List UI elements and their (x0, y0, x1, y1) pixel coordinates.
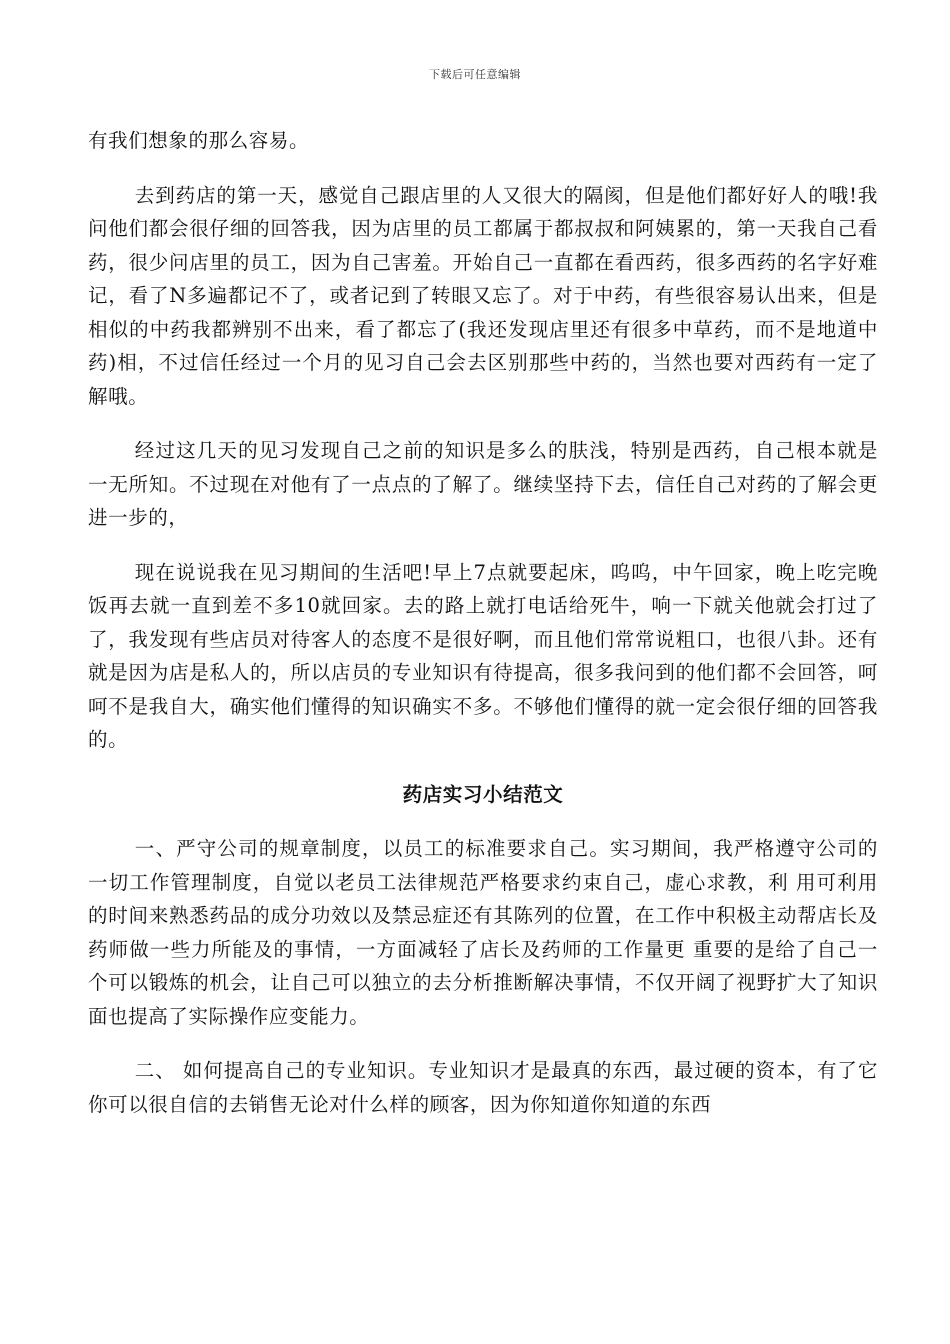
paragraph-knowledge: 经过这几天的见习发现自己之前的知识是多么的肤浅，特别是西药，自己根本就是一无所知。不过现在对他有了一点点的了解了。继续坚持下去，信任自己对药的了解会更进一步的， (88, 439, 878, 529)
paragraph-daily-life: 现在说说我在见习期间的生活吧!早上7点就要起床，呜呜，中午回家，晚上吃完晚饭再去就一直到差不多10就回家。去的路上就打电话给死牛，响一下就关他就会打过了了，我发现有些店员对待客人的态度不是很好啊，而且他们常常说粗口，也很八卦。还有就是因为店是私人的，所以店员的专业知识有待提高，很多我问到的他们都不会回答，呵呵不是我自大，确实他们懂得的知识确实不多。不够他们懂得的就一定会很仔细的回答我的。 (88, 560, 878, 751)
paragraph-point-two: 二、 如何提高自己的专业知识。专业知识才是最真的东西，最过硬的资本，有了它你可以很自信的去销售无论对什么样的顾客，因为你知道你知道的东西 (88, 1059, 878, 1116)
document-body (88, 124, 878, 1142)
paragraph-continuation: 有我们想象的那么容易。 (88, 129, 310, 152)
page-header-note: 下载后可任意编辑 (429, 68, 521, 81)
section-heading: 药店实习小结范文 (402, 782, 564, 806)
paragraph-first-day: 去到药店的第一天，感觉自己跟店里的人又很大的隔阂，但是他们都好好人的哦!我问他们都会很仔细的回答我，因为店里的员工都属于都叔叔和阿姨累的，第一天我自己看药，很少问店里的员工，因为自己害羞。开始自己一直都在看西药，很多西药的名字好难记，看了N多遍都记不了，或者记到了转眼又忘了。对于中药，有些很容易认出来，但是相似的中药我都辨别不出来，看了都忘了(我还发现店里还有很多中草药，而不是地道中药)相，不过信任经过一个月的见习自己会去区别那些中药的，当然也要对西药有一定了解哦。 (88, 183, 878, 408)
paragraph-point-one: 一、严守公司的规章制度，以员工的标准要求自己。实习期间，我严格遵守公司的一切工作管理制度，自觉以老员工法律规范严格要求约束自己，虚心求教，利 用可利用的时间来熟悉药品的成分功效以及禁忌症还有其陈列的位置，在工作中积极主动帮店长及药师做一些力所能及的事情，一方面减轻了店长及药师的工作量更 重要的是给了自己一个可以锻炼的机会，让自己可以独立的去分析推断解决事情，不仅开阔了视野扩大了知识面也提高了实际操作应变能力。 (88, 837, 878, 1028)
